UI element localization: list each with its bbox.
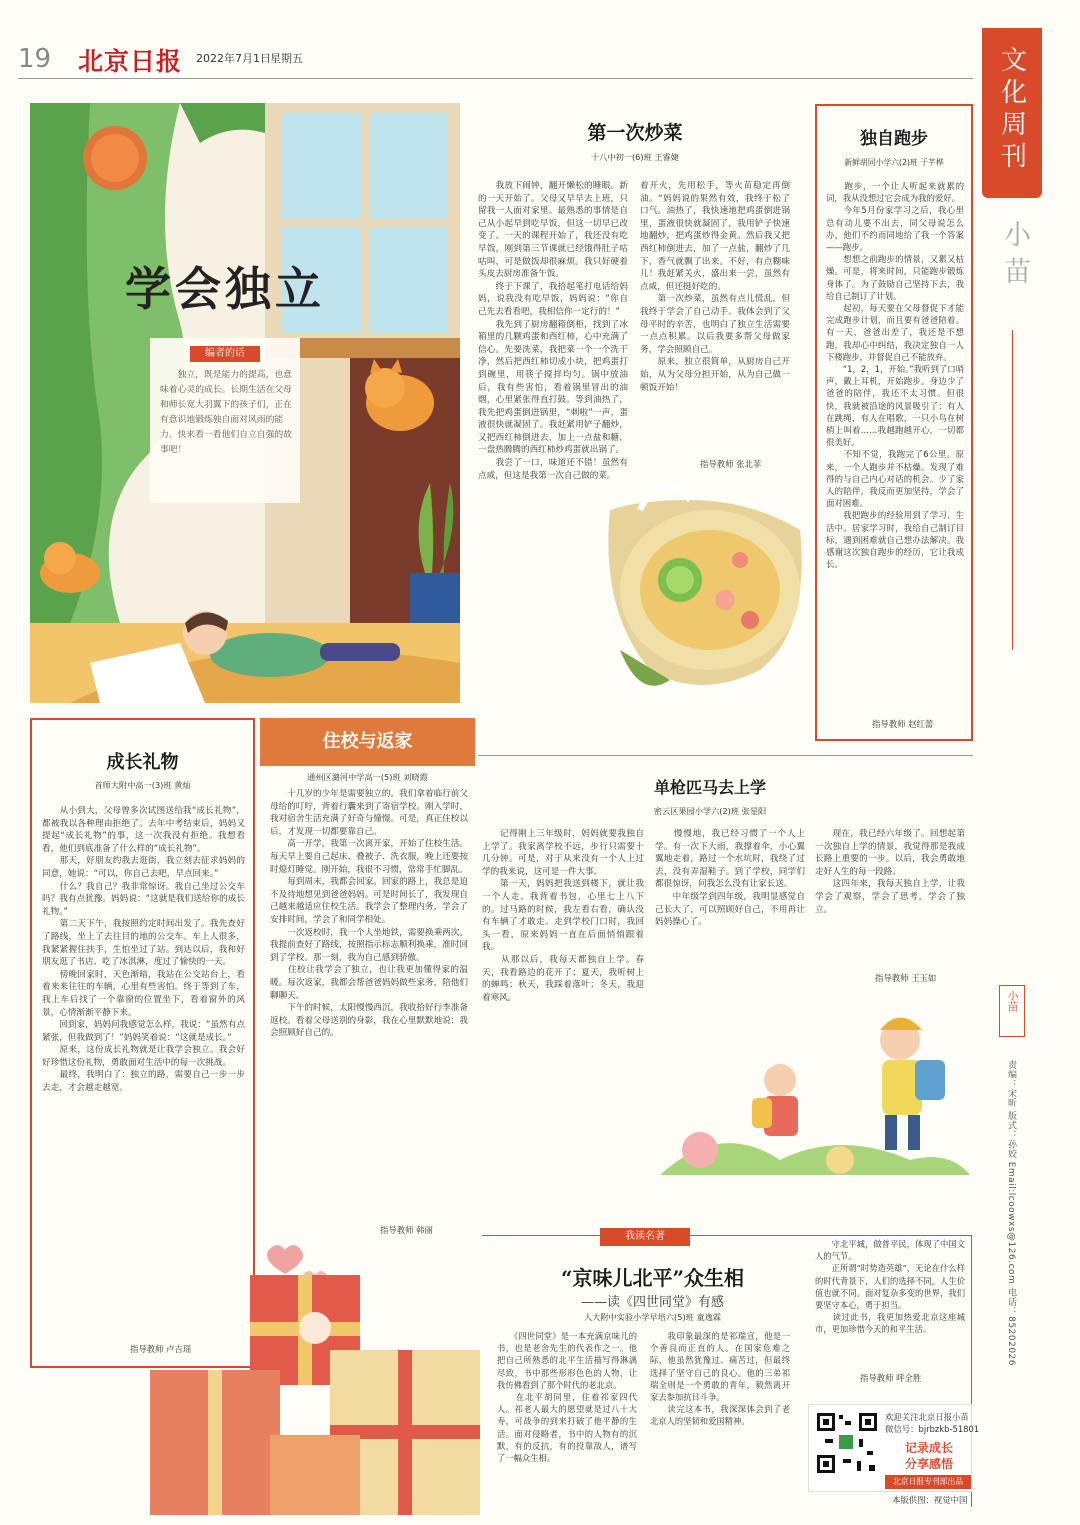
article2-byline: 新鲜胡同小学六(2)班 于芊桦 bbox=[844, 158, 944, 167]
hero-illustration bbox=[30, 103, 460, 703]
issue-date: 2022年7月1日 bbox=[196, 52, 271, 65]
page-header bbox=[18, 36, 798, 76]
children-svg bbox=[660, 1000, 970, 1175]
qr-slogan1: 记录成长 bbox=[905, 1441, 954, 1455]
article1-body-col2: 着开火，先用松手，等火苗稳定再倒油。“妈妈说的果然有效，我终于松了口气。油热了，我快速地把鸡蛋倒进锅里，蛋液很快就凝固了，我用铲子快速地翻炒，把鸡蛋炒得金黄。然后我又把西红柿倒进去，加了一点盐，翻炒了几下，香气就飘了出来。不好，有点糊味儿！我赶紧关火，盛出来一尝，虽然有点咸，但还挺好吃的。 第一次炒菜，虽然有点儿慌乱，但我终于学会了自己动手。我体会到了父母平时的辛苦，也明白了独立生活需要一点点积累。以后我要多帮父母做家务，学会照顾自己。 原来，独立很简单，从厨房自己开始，从为父母分担开始，从为自己做一顿饭开始！ bbox=[640, 181, 790, 393]
qr-text2: 微信号：bjrbzkb-51801 bbox=[885, 1424, 980, 1434]
illustration-credit: 本版供图：视觉中国 bbox=[892, 1495, 968, 1505]
issue-weekday: 星期五 bbox=[270, 52, 303, 65]
hero-title: 学会独立 bbox=[125, 262, 325, 316]
column-stamp-text: 小苗 bbox=[1006, 990, 1019, 1012]
article6-body-col1: 《四世同堂》是一本充满京味儿的书，也是老舍先生的代表作之一。他把自己所熟悉的北平生活描写得淋漓尽致，书中那些形形色色的人物，让我仿佛看到了那个时代的老北京。 在北平胡同里，住着祁家四代人。祁老人最大的愿望就是过八十大寿，可战争的到来打破了他平静的生活。面对侵略者，书中的人物有的沉默，有的反抗，有的投靠敌人，谱写了一幅众生相。 bbox=[497, 1331, 637, 1464]
article5-teacher: 指导教师 王玉如 bbox=[875, 973, 937, 983]
children-illustration bbox=[660, 1000, 970, 1175]
column-stamp bbox=[999, 985, 1025, 1037]
article1-title: 第一次炒菜 bbox=[587, 122, 683, 144]
article6-byline: 人大附中实验小学早培六(5)班 童逸霖 bbox=[583, 1312, 721, 1322]
article6-label: 我读名著 bbox=[625, 1231, 665, 1242]
qr-bar: 北京日报专刊部出品 bbox=[885, 1475, 971, 1489]
page-number: 19 bbox=[18, 44, 52, 74]
article5-body-col2: 慢慢地，我已经习惯了一个人上学。有一次下大雨，我撑着伞，小心翼翼地走着，路过一个水坑时，我绕了过去，没有弄湿鞋子。到了学校，同学们都很惊讶，问我怎么没有让家长送。 中年级学到四年级，我明显感觉自己长大了，可以照顾好自己，不用再让妈妈操心了。 bbox=[655, 829, 805, 928]
editor-note-label: 编者的话 bbox=[190, 346, 260, 362]
article5-body-col1: 记得刚上三年级时，妈妈就要我独自上学了。我家离学校不远，步行只需要十几分钟。可是，对于从来没有一个人上过学的我来说，这可是一件大事。 第一天，妈妈把我送到楼下，就让我一个人走。我背着书包，心里七上八下的。过马路的时候，我左看右看，确认没有车辆了才敢走。走到学校门口时，我回头一看，原来妈妈一直在后面悄悄跟着我。 从那以后，我每天都独自上学。春天，我看路边的花开了；夏天，我听树上的蝉鸣；秋天，我踩着落叶；冬天，我迎着寒风。 bbox=[482, 829, 644, 1003]
vertical-credits: 责编：宋昕 版式：孙姣 Email:lcoowxs@126.com 电话：85202026 bbox=[1006, 1060, 1016, 1366]
article5-byline: 密云区果园小学六(2)班 张星阳 bbox=[653, 806, 767, 816]
article1-teacher: 指导教师 张北菲 bbox=[700, 459, 762, 469]
section-tab bbox=[982, 28, 1042, 198]
column-name: 小苗 bbox=[999, 220, 1030, 294]
article6-label-tab bbox=[600, 1228, 690, 1246]
article3-byline: 首师大附中高一(3)班 黄灿 bbox=[94, 780, 191, 790]
article2-body: 跑步，一个让人听起来就累的词，我从没想过它会成为我的爱好。 今年5月份家学习之后，我心里总有动儿要不出去，同父母说怎么办，他们不约而同地给了我一个答案——跑步。 想想之前跑步的情景，又累又枯燥。可是，将来时间，只能跑步锻炼身体了。为了鼓励自己坚持下去，我给自己制订了计划。 起初，每天要在父母督促下才能完成跑步计划，而且要有爸爸陪着。有一天，爸爸出差了，我还是不想跑，我却心中纠结，我决定独自一人下楼跑步，并督促自己不能放弃。 “1，2，1，开始。”我听到了口哨声，戴上耳机，开始跑步。身边少了爸爸的陪伴，我还不太习惯。但很快，我就被沿途的风景吸引了：有人在跳绳，有人在唱歌，一只小鸟在树梢上叫着……我越跑越开心，一切都很美好。 不知不觉，我跑完了6公里。原来，一个人跑步并不枯燥。发现了难得的与自己内心对话的机会。少了家人的陪伴，我反而更加坚持，学会了面对困难。 我把跑步的经验用到了学习、生活中。居家学习时，我给自己制订目标，遇到困难就自己想办法解决。我感谢这次独自跑步的经历，它让我成长。 bbox=[826, 181, 964, 570]
article2-teacher: 指导教师 赵红蕾 bbox=[872, 719, 934, 729]
paper-name: 北京日报 bbox=[78, 47, 183, 76]
side-divider bbox=[1012, 330, 1013, 650]
food-illustration bbox=[600, 470, 810, 700]
article4-label-tab bbox=[260, 718, 475, 766]
article4-byline: 通州区潞河中学高一(5)班 刘晓霞 bbox=[307, 772, 428, 782]
header-rule bbox=[18, 78, 973, 79]
article5-body-col3: 现在，我已经六年级了。回想起第一次独自上学的情景，我觉得那是我成长路上重要的一步。以后，我会勇敢地走好人生的每一段路。 这四年来，我每天独自上学，让我学会了观察，学会了思考，学会了独立。 bbox=[815, 829, 965, 915]
gifts-svg bbox=[150, 1230, 480, 1515]
article5-title: 单枪匹马去上学 bbox=[653, 778, 766, 797]
article6-teacher: 指导教师 呼全胜 bbox=[860, 1373, 922, 1383]
article3-teacher: 指导教师 卢吉瑶 bbox=[130, 1344, 192, 1354]
qr-box bbox=[808, 1404, 980, 1492]
article2-title: 独自跑步 bbox=[860, 129, 928, 149]
article6-body-col2: 我印象最深的是祁瑞宣，他是一个善良而正直的人。在国家危难之际，他虽然犹豫过、痛苦过，但最终选择了坚守自己的良心。他的三弟祁瑞全则是一个勇敢的青年，毅然离开家去参加抗日斗争。 读完这本书，我深深体会到了老北京人的坚韧和爱国精神。 bbox=[650, 1331, 790, 1427]
qr-text1: 欢迎关注北京日报小苗 bbox=[885, 1412, 969, 1422]
section-rule bbox=[478, 755, 973, 756]
article3-body: 从小到大，父母曾多次试图送给我“成长礼物”，都被我以各种理由拒绝了。去年中考结束后，妈妈又提起“成长礼物”的事，这一次我没有拒绝。我想看看，他们到底准备了什么样的“成长礼物”。 那天，好朋友约我去逛街，我立刻去征求妈妈的同意，她说：“可以，你自己去吧，早点回来。” 什么？我自己？我非常惊讶。我自己坐过公交车吗？我有点犹豫。妈妈说：“这就是我们送给你的成长礼物。” 第二天下午，我按照约定时间出发了。我先查好了路线，坐上了去往目的地的公交车。车上人很多，我紧紧握住扶手，生怕坐过了站。到达以后，我和好朋友逛了书店、吃了冰淇淋，度过了愉快的一天。 傍晚回家时，天色渐暗，我站在公交站台上，看着来来往往的车辆，心里有些害怕。终于等到了车，我上车后找了一个靠窗的位置坐下，看着窗外的风景，心情渐渐平静下来。 回到家，妈妈问我感觉怎么样，我说：“虽然有点紧张，但我做到了！”妈妈笑着说：“这就是成长。” 原来，这份成长礼物就是让我学会独立。我会好好珍惜这份礼物，勇敢面对生活中的每一次挑战。 最终，我明白了：独立的路，需要自己一步一步去走，才会越走越宽。 bbox=[42, 806, 245, 1094]
editor-note-text: 独立，既是能力的提高，也意味着心灵的成长。长期生活在父母和师长宽大羽翼下的孩子们，正在有意识地锻炼独自面对风雨的能力。快来看一看他们自立自强的故事吧！ bbox=[160, 370, 292, 455]
qr-code-icon[interactable] bbox=[815, 1411, 879, 1475]
article6-subtitle: ——读《四世同堂》有感 bbox=[580, 1295, 724, 1310]
editor-note-box bbox=[150, 338, 300, 503]
section-title: 文化周刊 bbox=[996, 46, 1027, 174]
article6-body-col3: 守北平城，做普平民，体现了中国文人的气节。 正所谓“时势造英雄”，无论在什么样的时代背景下，人们的选择不同，人生价值也就不同。面对复杂多变的世界，我们要坚守本心，勇于担当。 读过此书，我更加热爱北京这座城市，更加珍惜今天的和平生活。 bbox=[815, 1239, 965, 1335]
article1-byline: 十八中初一(6)班 王睿婕 bbox=[591, 152, 679, 162]
article4-title: 住校与返家 bbox=[322, 731, 413, 752]
food-plate-svg bbox=[600, 470, 810, 700]
article1-body-col1: 我放下闹钟，翻开懒松的睡眼。新的一天开始了。父母又早早去上班，只留我一人面对家里。最熟悉的事情是自己从小起早到吃早饭，但这一切早已改变了。一天的课程开始了，我还没有吃早饭，刚到第三节课就已经饿得肚子咕咕叫，可是做饭却很麻烦。我只好硬着头皮去厨房准备午饭。 终于下课了，我拾起笔打电话给妈妈，说我没有吃早饭，妈妈说：“你自己先去看看吧，我相信你一定行的！” 我先到了厨房翻箱倒柜，找到了冰箱里的几颗鸡蛋和西红柿，心中充满了信心。先要洗菜，我把菜一个一个洗干净，然后把西红柿切成小块，把鸡蛋打到碗里，用筷子搅拌均匀。锅中放油后，我有些害怕，看着锅里冒出的油烟，心里紧张得直打鼓。等到油热了，我先把鸡蛋倒进锅里，“刺啦”一声，蛋液很快就凝固了。我赶紧用铲子翻炒，又把西红柿倒进去，加上一点盐和糖，一盘热腾腾的西红柿炒鸡蛋就出锅了。 我尝了一口，味道还不错！虽然有点咸，但这是我第一次自己做的菜。 bbox=[478, 181, 628, 481]
article6-title: “京味儿北平”众生相 bbox=[560, 1266, 744, 1290]
gifts-illustration bbox=[150, 1230, 480, 1515]
article4-body: 十几岁的少年是需要独立的。我们拿着临行前父母给的叮咛，背着行囊来到了寄宿学校。刚入学时，我对宿舍生活充满了好奇与憧憬。可是，真正住校以后，才发现一切都要靠自己。 高一开学，我第一次离开家，开始了住校生活。每天早上要自己起床、叠被子、洗衣服，晚上还要按时熄灯睡觉。刚开始，我很不习惯，常常手忙脚乱。 每到周末，我都会回家。回家的路上，我总是迫不及待地想见到爸爸妈妈。可是时间长了，我发现自己越来越适应住校生活。我学会了整理内务，学会了安排时间，学会了和同学相处。 一次返校时，我一个人坐地铁，需要换乘两次。我提前查好了路线，按照指示标志顺利换乘，准时回到了学校。那一刻，我为自己感到骄傲。 住校让我学会了独立，也让我更加懂得家的温暖。每次返家，我都会帮爸爸妈妈做些家务，陪他们聊聊天。 下午的时候，太阳慢慢西沉，我收拾好行李准备返校。看着父母送别的身影，我在心里默默地说：我会照顾好自己的。 bbox=[270, 789, 468, 1039]
article3-title: 成长礼物 bbox=[106, 752, 179, 773]
qr-code-svg bbox=[815, 1411, 879, 1475]
article4-teacher: 指导教师 韩丽 bbox=[380, 1225, 433, 1235]
qr-slogan2: 分享感悟 bbox=[905, 1457, 954, 1471]
